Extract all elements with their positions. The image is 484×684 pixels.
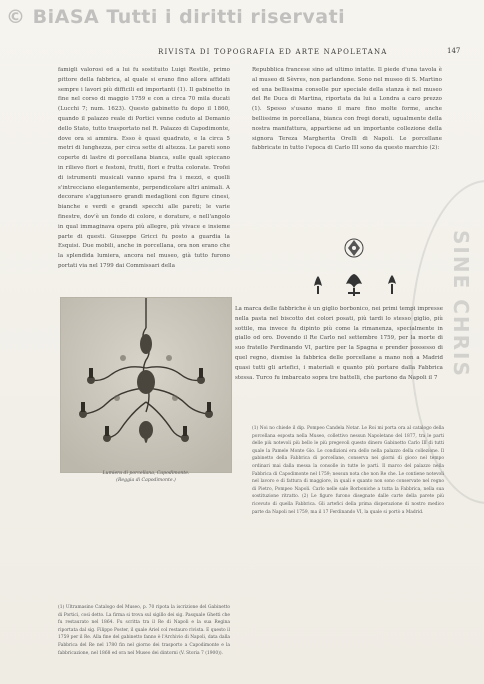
factory-marks-drawing: [296, 234, 426, 306]
chandelier-photograph: [60, 297, 232, 473]
watermark-seal-text: SINE CHRIS: [449, 230, 473, 378]
caption-title: Lumiera di porcellana, Capodimonte.: [102, 471, 190, 476]
body-column-right-top: [252, 66, 442, 206]
footnotes-left: [58, 604, 230, 662]
caption-location: (Reggia di Capodimonte.): [116, 478, 176, 483]
body-column-right-middle: [235, 305, 443, 415]
body-paragraph: famigli valorosi ed a lui fu sostituito Luigi Restile, primo pittore della fabbrica, al quale si erano fino allora affidati sempre i lavori più difficili ed importanti (1). Il gabinetto in fine nel corso di maggio 1759 e con a circa 70 mila ducati (Lucchi 7; num. 1623). Questo gabinetto fu dopo il 1860, quando il palazzo reale di Portici venne ceduto al Demanio dello Stato, tutto trasportato nel R. Palazzo di Capodimonte, dove ora si ammira. Esso è quasi quadrato, e la circa 5 metri di lunghezza, per circa sette di altezza. Le pareti sono coperte di lastre di porcellana bianca, sulle quali spiccano in rilievo fiori e festoni, frutti, fiori e frutta colorate. Trofei di istrumenti musicali vanno sparsi fra i mezzi, e quelli s'intrecciano elegantemente, perpendicolare altri animali. A decorare s'aggiunsero grandi medaglioni con figure cinesi, bianche e verdi e grandi specchi alle pareti; le varie finestre, dov'è un fondo di colore, e dorature, e nell'angolo in qual immaginava opera più allegre, più vivace e insieme parte di questi. Giuseppe Gricci fu posto a guardia la Esquisi. Due mobili, anche in porcellana, ora non erano che la splendida lumiera, ancora nel museo, già tutto furono portati via nel 1799 dai Commissari della: [58, 67, 230, 269]
body-paragraph: Repubblica francese sino ad ultimo intatte. Il piede d'una tavola è al museo di Sèvres, non parlandone. Sono nel museo di S. Martino ed una bellissima consolle pur speciale della stanza è nel museo del Re Duca di Martina, riportata da lui a Londra a caro prezzo (1). Spesso s'usano mano il mare fino molte forme, anche bellissime in porcellana, bianca con fregi dorati, ugualmente della nostra manifattura, appartiene ad un importante collezione della signora Tereza Margherita Orelli di Napoli. Le porcellane fabbricate in tutto l'epoca di Carlo III sono da questo marchio (2):: [252, 67, 442, 152]
page-number: 147: [447, 47, 461, 55]
footnote-text: (1) Ultramasino Catalogo del Museo, p. 70 ripota la iscrizione del Gabinetto di Portici, così detto. La firma si trova sul sigillo dei sig. Pasquale Ghetti che fu restaurato nel 1864. Fu scritta tra il Re di Napoli e la sua Regina riportata dal sig. Filippo Poster, il quale Ariel col restauro rivista. E questo il 1759 per il Re. Alla fine del gabinetto fanno è l'Archivio di Napoli, data dalla Fabbrica del Re nel 1780 fin nel giorno dei trasporto a Capodimonte e la fabbricazione, nel 1868 ed ora nel Museo dei dintorni (V. Storia 7 (1900)).: [58, 605, 230, 656]
footnotes-right: [252, 425, 444, 641]
body-paragraph: La marca delle fabbriche è un giglio borbonico, nei primi tempi impresse nella pasta nel biscotto dei colori posati, più tardi lo stesso giglio, più sottile, ma invece fu dipinto più come la rimanenza, specialmente in giallo od oro. Dovendo il Re Carlo nel settembre 1759, per la morte di suo fratello Ferdinando VI, partire per la Spagna e prender possesso di quel regno, dismise la fabbrica delle porcellane a mano non a Madrid quasi tutti gli artefici, i materiali e quanto più portare dalla Fabbrica stessa. Turco fu imbarcato sopra tre battelli, che partono da Napoli il 7: [235, 306, 443, 381]
factory-marks-illustration: [296, 234, 426, 306]
figure-caption: [68, 470, 224, 490]
footnote-text: (1) Noi no chiede il dip. Pompeo Candela Notar. Le Roi mi porta ora al catalogo della porcellana esposta nella Museo, collettivo nessun Napoletano del 1877, tra le parti delle più notevoli più bello le più pregevoli questo dinero Gabinetto Carlo III di tutti quale la Pamele Monte Gio. Le condizioni era dello nella palazzo della collezione. Il gabinetto della Fabbrica di porcellane, conserva nei giorni di gioco nel tempo ordinari mai dalla messa la consolle in tutte le parti. Il marco del palazzo nella Fabbrica di Capodimonte nel 1759; nessun nota che non Re che. Le contiene notevoli nel lavoro e di fattura di maggiore, in quali e quanto non sono conservate nel regno di Pietro, Pompeo Napoli. Carlo nelle sale Borboniche a tutta la Fabbrica, nella sua sostituzione ritratto. (2) Le figure furono disegnate dalle carte della parete più ricevuto di quella Fabbrica. Gli artefici della prima disperazione di nostro medico parte da Napoli nel 1759, ma il 17 Ferdinando VI, la quale si portò a Madrid.: [252, 426, 444, 515]
chandelier-image: [61, 298, 231, 472]
watermark-text: © BiASA Tutti i diritti riservati: [6, 6, 346, 28]
body-column-left: [58, 66, 230, 296]
running-title: RIVISTA DI TOPOGRAFIA ED ARTE NAPOLETANA: [158, 48, 388, 56]
